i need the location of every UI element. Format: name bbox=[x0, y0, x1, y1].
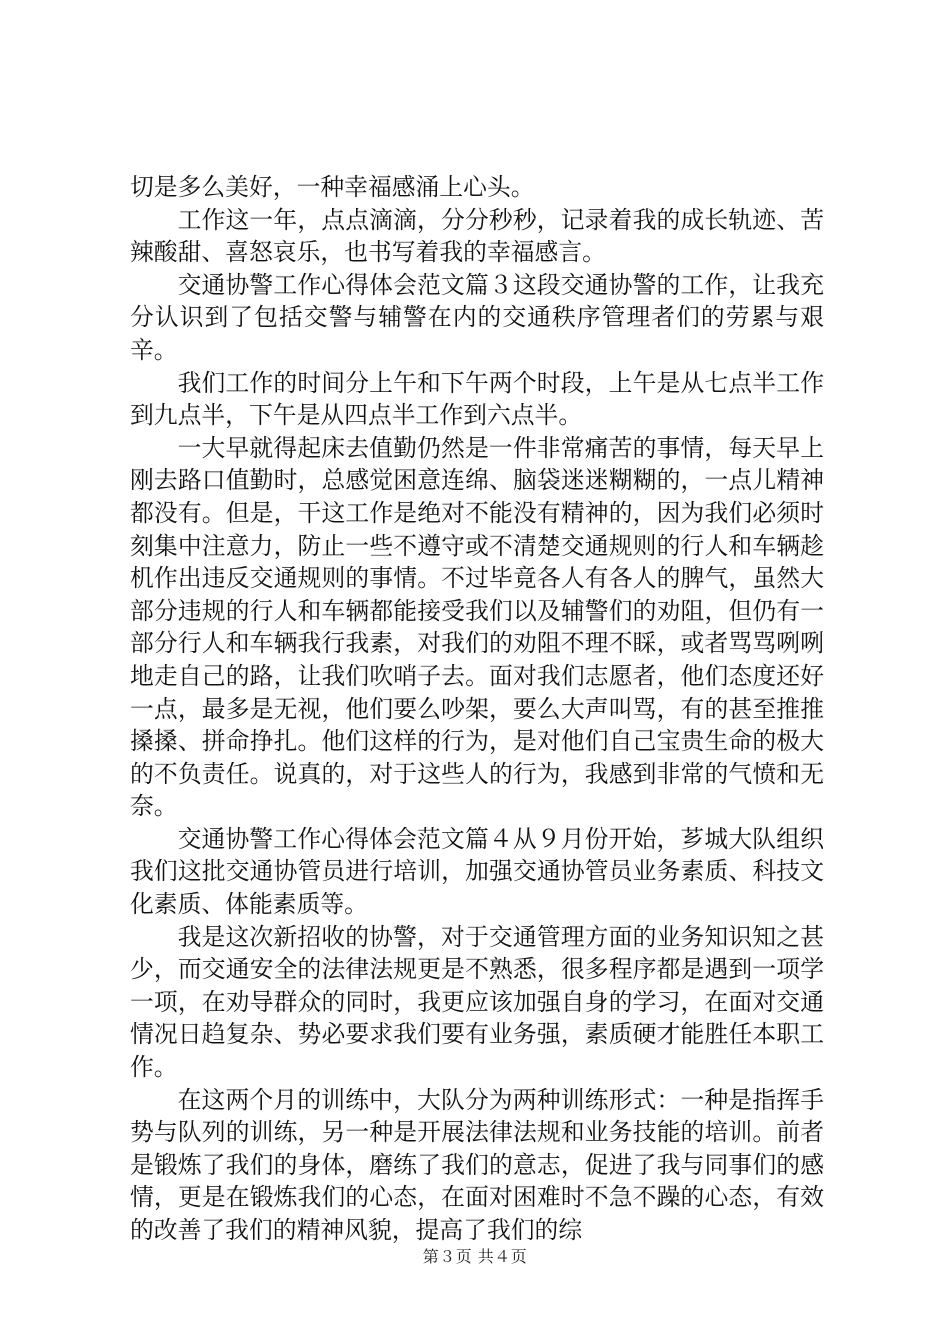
paragraph: 交通协警工作心得体会范文篇３这段交通协警的工作，让我充分认识到了包括交警与辅警在内的交通秩序管理者们的劳累与艰辛。 bbox=[130, 270, 824, 364]
paragraph: 在这两个月的训练中，大队分为两种训练形式：一种是指挥手势与队列的训练，另一种是开展法律法规和业务技能的培训。前者是锻炼了我们的身体，磨练了我们的意志，促进了我与同事们的感情，更是在锻炼我们的心态，在面对困难时不急不躁的心态，有效的改善了我们的精神风貌，提高了我们的综 bbox=[130, 1085, 824, 1244]
paragraph: 交通协警工作心得体会范文篇４从９月份开始，芗城大队组织我们这批交通协管员进行培训，加强交通协管员业务素质、科技文化素质、体能素质等。 bbox=[130, 824, 824, 919]
paragraph: 一大早就得起床去值勤仍然是一件非常痛苦的事情，每天早上刚去路口值勤时，总感觉困意连绵、脑袋迷迷糊糊的，一点儿精神都没有。但是，干这工作是绝对不能没有精神的，因为我们必须时刻集中注意力，防止一些不遵守或不清楚交通规则的行人和车辆趁机作出违反交通规则的事情。不过毕竟各人有各人的脾气，虽然大部分违规的行人和车辆都能接受我们以及辅警们的劝阻，但仍有一部分行人和车辆我行我素，对我们的劝阻不理不睬，或者骂骂咧咧地走自己的路，让我们吹哨子去。面对我们志愿者，他们态度还好一点，最多是无视，他们要么吵架，要么大声叫骂，有的甚至推推搡搡、拼命挣扎。他们这样的行为，是对他们自己宝贵生命的极大的不负责任。说真的，对于这些人的行为，我感到非常的气愤和无奈。 bbox=[130, 433, 824, 821]
paragraph: 我是这次新招收的协警，对于交通管理方面的业务知识知之甚少，而交通安全的法律法规更是不熟悉，很多程序都是遇到一项学一项，在劝导群众的同时，我更应该加强自身的学习，在面对交通情况日趋复杂、势必要求我们要有业务强，素质硬才能胜任本职工作。 bbox=[130, 922, 824, 1082]
paragraph: 我们工作的时间分上午和下午两个时段，上午是从七点半工作到九点半，下午是从四点半工作到六点半。 bbox=[130, 368, 824, 430]
document-body bbox=[130, 171, 824, 1247]
paragraph: 切是多么美好，一种幸福感涌上心头。 bbox=[130, 173, 535, 201]
page-number: 第３页 共４页 bbox=[422, 1247, 528, 1266]
paragraph: 工作这一年，点点滴滴，分分秒秒，记录着我的成长轨迹、苦辣酸甜、喜怒哀乐，也书写着我的幸福感言。 bbox=[130, 205, 824, 267]
page-footer bbox=[0, 1244, 950, 1267]
